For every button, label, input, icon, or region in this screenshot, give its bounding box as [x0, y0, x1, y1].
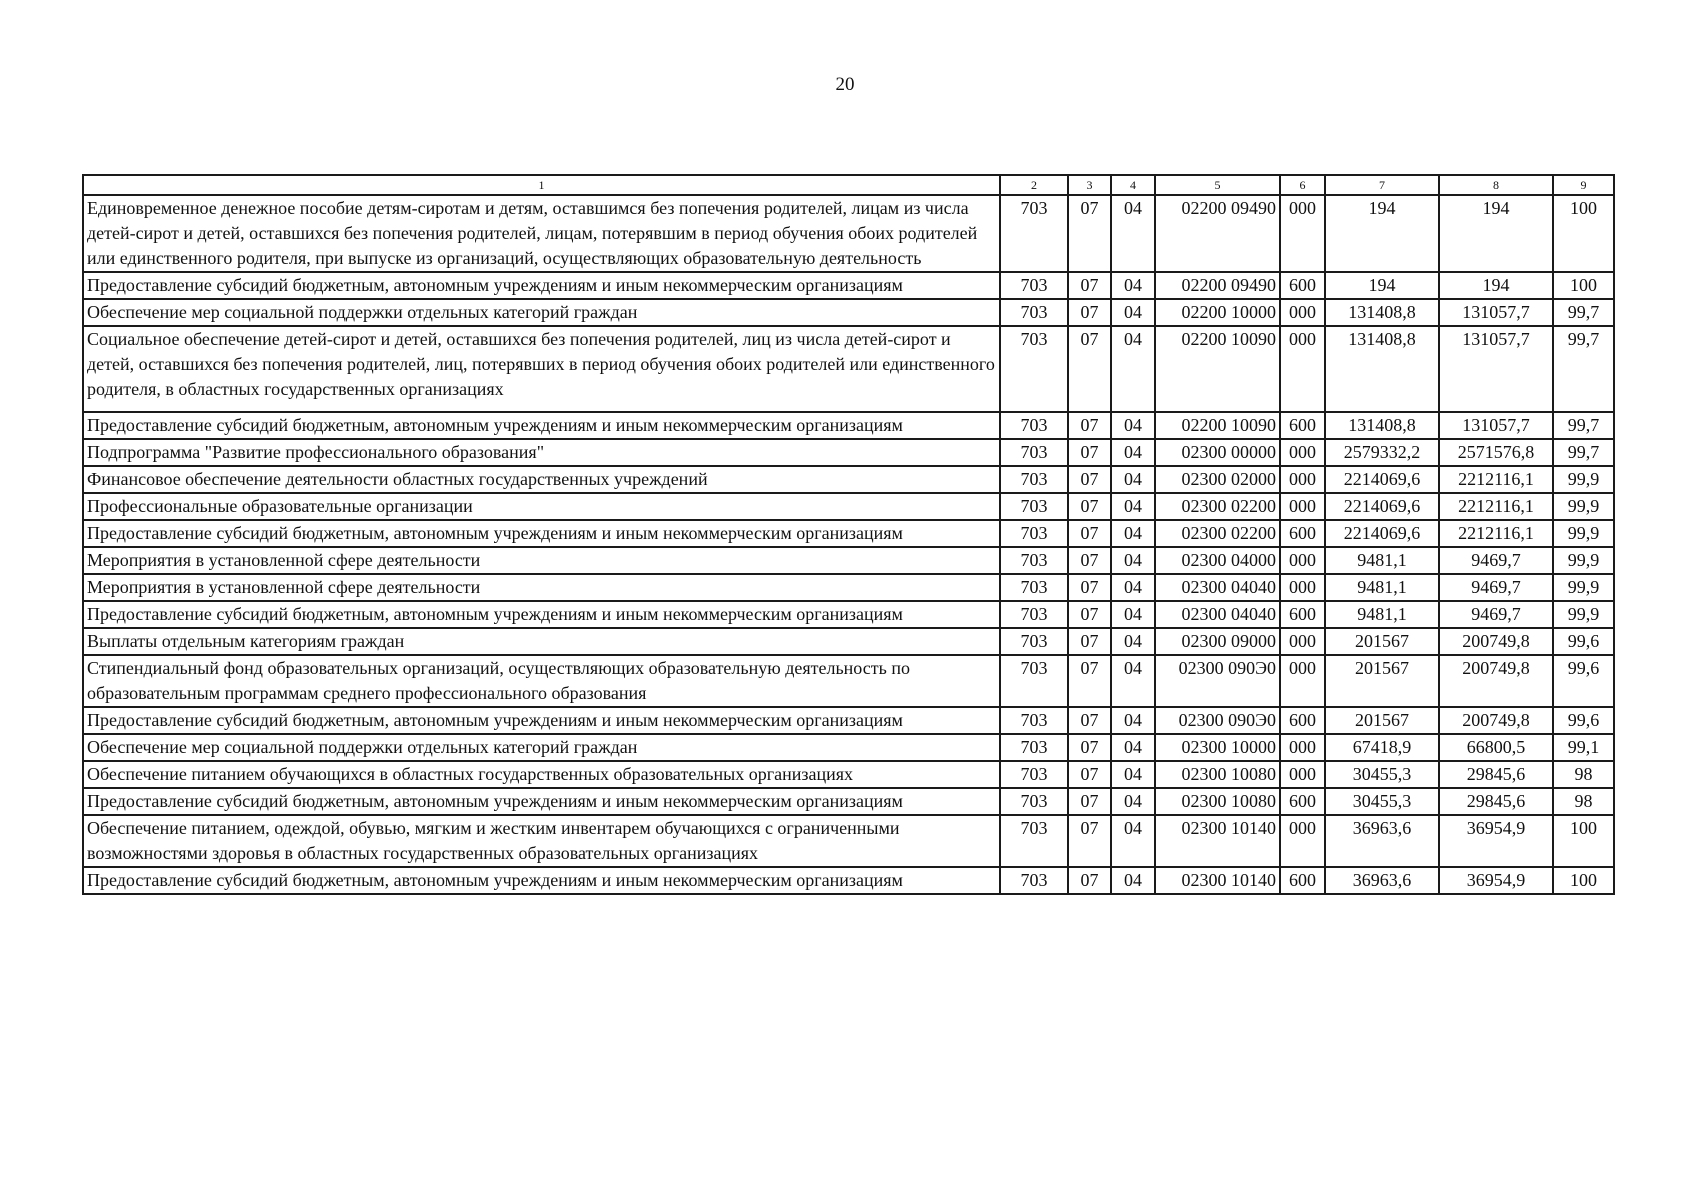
column-header: 4: [1111, 175, 1155, 195]
execution-percent: 98: [1553, 761, 1614, 788]
executed-amount: 200749,8: [1439, 707, 1553, 734]
expense-type-code: 600: [1280, 520, 1325, 547]
row-description: Предоставление субсидий бюджетным, автономным учреждениям и иным некоммерческим организациям: [83, 520, 1000, 547]
table-row: [83, 707, 1614, 734]
expense-type-code: 000: [1280, 574, 1325, 601]
target-item-code: 02200 10090: [1155, 326, 1280, 412]
execution-percent: 99,6: [1553, 628, 1614, 655]
admin-code: 703: [1000, 412, 1068, 439]
admin-code: 703: [1000, 734, 1068, 761]
expense-type-code: 000: [1280, 466, 1325, 493]
executed-amount: 2212116,1: [1439, 520, 1553, 547]
subsection-code: 04: [1111, 707, 1155, 734]
column-header: 7: [1325, 175, 1439, 195]
subsection-code: 04: [1111, 493, 1155, 520]
admin-code: 703: [1000, 299, 1068, 326]
row-description: Единовременное денежное пособие детям-сиротам и детям, оставшимся без попечения родителей, лицам из числа детей-сирот и детей, оставшихся без попечения родителей, лицам, потерявшим в период обучения обоих родителей или единственного родителя, при выпуске из организаций, осуществляющих образовательную деятельность: [83, 195, 1000, 272]
execution-percent: 100: [1553, 867, 1614, 894]
row-description: Обеспечение питанием обучающихся в областных государственных образовательных организациях: [83, 761, 1000, 788]
planned-amount: 131408,8: [1325, 412, 1439, 439]
executed-amount: 131057,7: [1439, 326, 1553, 412]
admin-code: 703: [1000, 761, 1068, 788]
expense-type-code: 000: [1280, 439, 1325, 466]
table-row: [83, 272, 1614, 299]
table-row: [83, 628, 1614, 655]
planned-amount: 201567: [1325, 655, 1439, 707]
subsection-code: 04: [1111, 466, 1155, 493]
target-item-code: 02200 09490: [1155, 195, 1280, 272]
expense-type-code: 000: [1280, 761, 1325, 788]
target-item-code: 02300 10140: [1155, 867, 1280, 894]
section-code: 07: [1068, 412, 1111, 439]
subsection-code: 04: [1111, 655, 1155, 707]
execution-percent: 100: [1553, 195, 1614, 272]
row-description: Предоставление субсидий бюджетным, автономным учреждениям и иным некоммерческим организациям: [83, 788, 1000, 815]
row-description: Мероприятия в установленной сфере деятельности: [83, 574, 1000, 601]
expense-type-code: 600: [1280, 867, 1325, 894]
subsection-code: 04: [1111, 195, 1155, 272]
target-item-code: 02300 10080: [1155, 788, 1280, 815]
row-description: Предоставление субсидий бюджетным, автономным учреждениям и иным некоммерческим организациям: [83, 707, 1000, 734]
table-row: [83, 466, 1614, 493]
row-description: Стипендиальный фонд образовательных организаций, осуществляющих образовательную деятельность по образовательным программам среднего профессионального образования: [83, 655, 1000, 707]
expense-type-code: 000: [1280, 195, 1325, 272]
planned-amount: 131408,8: [1325, 326, 1439, 412]
planned-amount: 9481,1: [1325, 547, 1439, 574]
table-row: [83, 788, 1614, 815]
expense-type-code: 600: [1280, 788, 1325, 815]
subsection-code: 04: [1111, 439, 1155, 466]
subsection-code: 04: [1111, 326, 1155, 412]
target-item-code: 02300 10080: [1155, 761, 1280, 788]
table-row: [83, 655, 1614, 707]
row-description: Обеспечение питанием, одеждой, обувью, мягким и жестким инвентарем обучающихся с ограниченными возможностями здоровья в областных государственных образовательных организациях: [83, 815, 1000, 867]
expense-type-code: 000: [1280, 815, 1325, 867]
target-item-code: 02300 04040: [1155, 574, 1280, 601]
table-row: [83, 299, 1614, 326]
target-item-code: 02300 02200: [1155, 520, 1280, 547]
section-code: 07: [1068, 272, 1111, 299]
table-row: [83, 493, 1614, 520]
admin-code: 703: [1000, 655, 1068, 707]
table-row: [83, 547, 1614, 574]
target-item-code: 02300 10000: [1155, 734, 1280, 761]
subsection-code: 04: [1111, 815, 1155, 867]
section-code: 07: [1068, 815, 1111, 867]
admin-code: 703: [1000, 574, 1068, 601]
section-code: 07: [1068, 299, 1111, 326]
target-item-code: 02300 10140: [1155, 815, 1280, 867]
admin-code: 703: [1000, 601, 1068, 628]
executed-amount: 9469,7: [1439, 574, 1553, 601]
planned-amount: 2214069,6: [1325, 493, 1439, 520]
subsection-code: 04: [1111, 734, 1155, 761]
expense-type-code: 600: [1280, 601, 1325, 628]
executed-amount: 36954,9: [1439, 867, 1553, 894]
row-description: Предоставление субсидий бюджетным, автономным учреждениям и иным некоммерческим организациям: [83, 601, 1000, 628]
expense-type-code: 000: [1280, 628, 1325, 655]
table-row: [83, 326, 1614, 412]
admin-code: 703: [1000, 628, 1068, 655]
column-header: 1: [83, 175, 1000, 195]
expense-type-code: 000: [1280, 547, 1325, 574]
table-row: [83, 761, 1614, 788]
planned-amount: 2579332,2: [1325, 439, 1439, 466]
column-header: 6: [1280, 175, 1325, 195]
column-header: 3: [1068, 175, 1111, 195]
executed-amount: 29845,6: [1439, 761, 1553, 788]
target-item-code: 02300 00000: [1155, 439, 1280, 466]
subsection-code: 04: [1111, 788, 1155, 815]
expense-type-code: 600: [1280, 272, 1325, 299]
execution-percent: 99,6: [1553, 655, 1614, 707]
subsection-code: 04: [1111, 412, 1155, 439]
expense-type-code: 000: [1280, 734, 1325, 761]
executed-amount: 200749,8: [1439, 655, 1553, 707]
row-description: Обеспечение мер социальной поддержки отдельных категорий граждан: [83, 299, 1000, 326]
execution-percent: 99,7: [1553, 412, 1614, 439]
executed-amount: 66800,5: [1439, 734, 1553, 761]
subsection-code: 04: [1111, 299, 1155, 326]
table-row: [83, 815, 1614, 867]
table-header-row: [83, 175, 1614, 195]
planned-amount: 9481,1: [1325, 574, 1439, 601]
planned-amount: 30455,3: [1325, 761, 1439, 788]
execution-percent: 99,1: [1553, 734, 1614, 761]
planned-amount: 2214069,6: [1325, 466, 1439, 493]
subsection-code: 04: [1111, 628, 1155, 655]
execution-percent: 99,7: [1553, 326, 1614, 412]
admin-code: 703: [1000, 707, 1068, 734]
section-code: 07: [1068, 574, 1111, 601]
target-item-code: 02300 02000: [1155, 466, 1280, 493]
executed-amount: 131057,7: [1439, 299, 1553, 326]
target-item-code: 02300 090Э0: [1155, 655, 1280, 707]
planned-amount: 201567: [1325, 707, 1439, 734]
execution-percent: 99,9: [1553, 493, 1614, 520]
admin-code: 703: [1000, 272, 1068, 299]
executed-amount: 9469,7: [1439, 601, 1553, 628]
planned-amount: 131408,8: [1325, 299, 1439, 326]
expense-type-code: 600: [1280, 412, 1325, 439]
execution-percent: 100: [1553, 272, 1614, 299]
row-description: Социальное обеспечение детей-сирот и детей, оставшихся без попечения родителей, лиц из числа детей-сирот и детей, оставшихся без попечения родителей, лиц, потерявших в период обучения обоих родителей или единственного родителя, в областных государственных организациях: [83, 326, 1000, 412]
target-item-code: 02300 090Э0: [1155, 707, 1280, 734]
subsection-code: 04: [1111, 520, 1155, 547]
admin-code: 703: [1000, 466, 1068, 493]
execution-percent: 99,9: [1553, 601, 1614, 628]
executed-amount: 2212116,1: [1439, 466, 1553, 493]
admin-code: 703: [1000, 493, 1068, 520]
admin-code: 703: [1000, 439, 1068, 466]
column-header: 5: [1155, 175, 1280, 195]
planned-amount: 201567: [1325, 628, 1439, 655]
subsection-code: 04: [1111, 761, 1155, 788]
execution-percent: 100: [1553, 815, 1614, 867]
target-item-code: 02300 04000: [1155, 547, 1280, 574]
section-code: 07: [1068, 655, 1111, 707]
row-description: Выплаты отдельным категориям граждан: [83, 628, 1000, 655]
section-code: 07: [1068, 867, 1111, 894]
section-code: 07: [1068, 547, 1111, 574]
section-code: 07: [1068, 493, 1111, 520]
section-code: 07: [1068, 707, 1111, 734]
table-body: [83, 195, 1614, 894]
subsection-code: 04: [1111, 601, 1155, 628]
admin-code: 703: [1000, 195, 1068, 272]
row-description: Предоставление субсидий бюджетным, автономным учреждениям и иным некоммерческим организациям: [83, 272, 1000, 299]
execution-percent: 99,6: [1553, 707, 1614, 734]
section-code: 07: [1068, 195, 1111, 272]
planned-amount: 30455,3: [1325, 788, 1439, 815]
row-description: Обеспечение мер социальной поддержки отдельных категорий граждан: [83, 734, 1000, 761]
table-row: [83, 867, 1614, 894]
admin-code: 703: [1000, 326, 1068, 412]
executed-amount: 200749,8: [1439, 628, 1553, 655]
planned-amount: 194: [1325, 272, 1439, 299]
planned-amount: 194: [1325, 195, 1439, 272]
admin-code: 703: [1000, 788, 1068, 815]
executed-amount: 194: [1439, 195, 1553, 272]
executed-amount: 29845,6: [1439, 788, 1553, 815]
table-row: [83, 439, 1614, 466]
execution-percent: 99,9: [1553, 547, 1614, 574]
execution-percent: 98: [1553, 788, 1614, 815]
subsection-code: 04: [1111, 547, 1155, 574]
page-number: 20: [835, 74, 855, 95]
target-item-code: 02200 09490: [1155, 272, 1280, 299]
table-row: [83, 574, 1614, 601]
admin-code: 703: [1000, 547, 1068, 574]
table-row: [83, 412, 1614, 439]
executed-amount: 194: [1439, 272, 1553, 299]
execution-percent: 99,7: [1553, 439, 1614, 466]
row-description: Финансовое обеспечение деятельности областных государственных учреждений: [83, 466, 1000, 493]
executed-amount: 36954,9: [1439, 815, 1553, 867]
expense-type-code: 000: [1280, 326, 1325, 412]
row-description: Профессиональные образовательные организации: [83, 493, 1000, 520]
execution-percent: 99,9: [1553, 574, 1614, 601]
table-row: [83, 734, 1614, 761]
subsection-code: 04: [1111, 574, 1155, 601]
section-code: 07: [1068, 628, 1111, 655]
section-code: 07: [1068, 466, 1111, 493]
subsection-code: 04: [1111, 867, 1155, 894]
row-description: Предоставление субсидий бюджетным, автономным учреждениям и иным некоммерческим организациям: [83, 867, 1000, 894]
target-item-code: 02200 10000: [1155, 299, 1280, 326]
target-item-code: 02300 04040: [1155, 601, 1280, 628]
row-description: Предоставление субсидий бюджетным, автономным учреждениям и иным некоммерческим организациям: [83, 412, 1000, 439]
table-row: [83, 601, 1614, 628]
section-code: 07: [1068, 788, 1111, 815]
expense-type-code: 000: [1280, 655, 1325, 707]
section-code: 07: [1068, 601, 1111, 628]
executed-amount: 2212116,1: [1439, 493, 1553, 520]
planned-amount: 67418,9: [1325, 734, 1439, 761]
table-row: [83, 520, 1614, 547]
budget-table: [82, 174, 1615, 895]
section-code: 07: [1068, 761, 1111, 788]
executed-amount: 131057,7: [1439, 412, 1553, 439]
row-description: Мероприятия в установленной сфере деятельности: [83, 547, 1000, 574]
planned-amount: 2214069,6: [1325, 520, 1439, 547]
admin-code: 703: [1000, 815, 1068, 867]
subsection-code: 04: [1111, 272, 1155, 299]
section-code: 07: [1068, 439, 1111, 466]
target-item-code: 02300 02200: [1155, 493, 1280, 520]
planned-amount: 36963,6: [1325, 867, 1439, 894]
planned-amount: 36963,6: [1325, 815, 1439, 867]
target-item-code: 02200 10090: [1155, 412, 1280, 439]
expense-type-code: 000: [1280, 493, 1325, 520]
expense-type-code: 000: [1280, 299, 1325, 326]
executed-amount: 2571576,8: [1439, 439, 1553, 466]
executed-amount: 9469,7: [1439, 547, 1553, 574]
section-code: 07: [1068, 734, 1111, 761]
admin-code: 703: [1000, 867, 1068, 894]
expense-type-code: 600: [1280, 707, 1325, 734]
column-header: 8: [1439, 175, 1553, 195]
section-code: 07: [1068, 326, 1111, 412]
row-description: Подпрограмма "Развитие профессионального образования": [83, 439, 1000, 466]
column-header: 9: [1553, 175, 1614, 195]
table-row: [83, 195, 1614, 272]
execution-percent: 99,7: [1553, 299, 1614, 326]
execution-percent: 99,9: [1553, 520, 1614, 547]
target-item-code: 02300 09000: [1155, 628, 1280, 655]
admin-code: 703: [1000, 520, 1068, 547]
planned-amount: 9481,1: [1325, 601, 1439, 628]
column-header: 2: [1000, 175, 1068, 195]
section-code: 07: [1068, 520, 1111, 547]
execution-percent: 99,9: [1553, 466, 1614, 493]
